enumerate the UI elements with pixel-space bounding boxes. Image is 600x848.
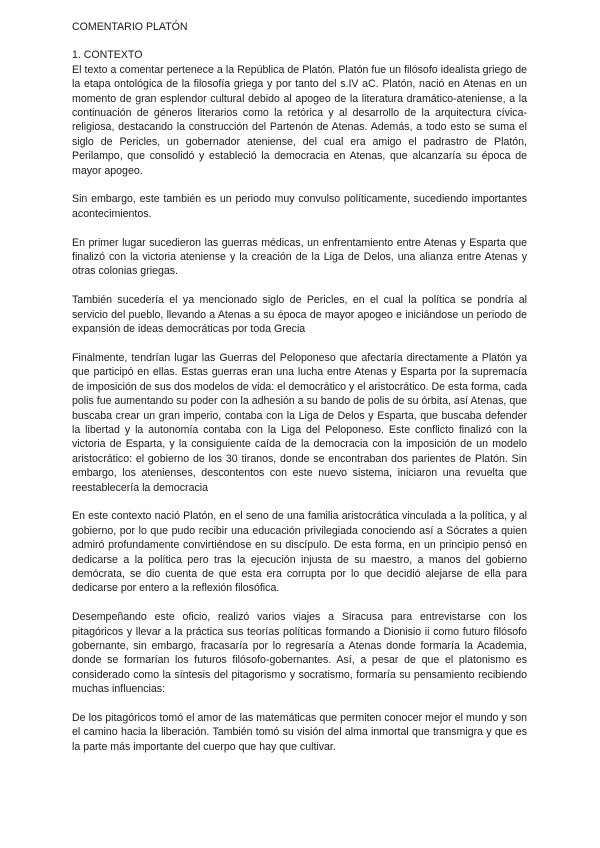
section-heading-contexto: 1. CONTEXTO [72, 49, 143, 62]
document-page [72, 20, 527, 769]
paragraph-guerras-medicas: En primer lugar sucedieron las guerras médicas, un enfrentamiento entre Atenas y Esparta que finalizó con la victoria ateniense y la creación de la Liga de Delos, una alianza entre Atenas y otras colonias griegas. [72, 236, 527, 278]
paragraph-siracusa: Desempeñando este oficio, realizó varios viajes a Siracusa para entrevistarse con los pitagóricos y llevar a la práctica sus teorías políticas formando a Dionisio ii como futuro filósofo gobernante, sin embargo, fracasaría por lo regresaría a Atenas donde formaría la Academia, donde se formarían los futuros filósofo-gobernantes. Así, a pesar de que el platonismo es considerado como la síntesis del pitagorismo y socratismo, formaría su pensamiento recibiendo muchas influencias: [72, 611, 527, 696]
document-title: COMENTARIO PLATÓN [72, 21, 188, 33]
paragraph-peloponeso: Finalmente, tendrían lugar las Guerras del Peloponeso que afectaría directamente a Platón ya que participó en ellas. Estas guerras eran una lucha entre Atenas y Esparta por la supremacía de imposición de sus dos modelos de vida: el democrático y el aristocrático. De esta forma, cada polis fue aumentando su poder con la adhesión a su bando de polis de su órbita, así Atenas, que buscaba crear un gran imperio, contaba con la Liga de Delos y Esparta, que buscaba defender la libertad y la autonomía contaba con la Liga del Peloponeso. Este conflicto finalizó con la victoria de Esparta, y la consiguiente caída de la democracia con la imposición de un modelo aristocrático: el gobierno de los 30 tiranos, donde se encontraban dos parientes de Platón. Sin embargo, los atenienses, descontentos con este nuevo sistema, iniciaron una revuelta que reestablecería la democracia [72, 351, 527, 494]
paragraph-intro: El texto a comentar pertenece a la República de Platón. Platón fue un filósofo idealista griego de la etapa ontológica de la filosofía griega y por tanto del s.IV aC. Platón, nació en Atenas en un momento de gran esplendor cultural debido al apogeo de la literatura dramático-ateniense, a la continuación de géneros literarios como la retórica y al desarrollo de la arquitectura cívica-religiosa, destacando la construcción del Partenón de Atenas. Además, a todo esto se suma el siglo de Pericles, un gobernador ateniense, del cual era amigo el padrastro de Platón, Perilampo, que consolidó y estableció la democracia en Atenas, que alcanzaría su época de mayor apogeo. [72, 63, 527, 177]
paragraph-nacimiento-platon: En este contexto nació Platón, en el seno de una familia aristocrática vinculada a la política, y al gobierno, por lo que pudo recibir una educación privilegiada conociendo así a Sócrates a quien admiró profundamente convirtiéndose en su discípulo. De esta forma, en un principio pensó en dedicarse a la política pero tras la ejecución injusta de su maestro, a manos del gobierno demócrata, se dio cuenta de que esta era corrupta por lo que decidió alejarse de ella para dedicarse por entero a la reflexión filosófica. [72, 510, 527, 595]
paragraph-convulso: Sin embargo, este también es un periodo muy convulso políticamente, sucediendo importantes acontecimientos. [72, 193, 527, 220]
paragraph-pitagoricos: De los pitagóricos tomó el amor de las matemáticas que permiten conocer mejor el mundo y son el camino hacia la liberación. También tomó su visión del alma inmortal que transmigra y que es la parte más importante del cuerpo que hay que cultivar. [72, 711, 527, 753]
paragraph-pericles: También sucedería el ya mencionado siglo de Pericles, en el cual la política se pondría al servicio del pueblo, llevando a Atenas a su época de mayor apogeo e iniciándose un periodo de expansión de ideas democráticas por toda Grecia [72, 294, 527, 336]
